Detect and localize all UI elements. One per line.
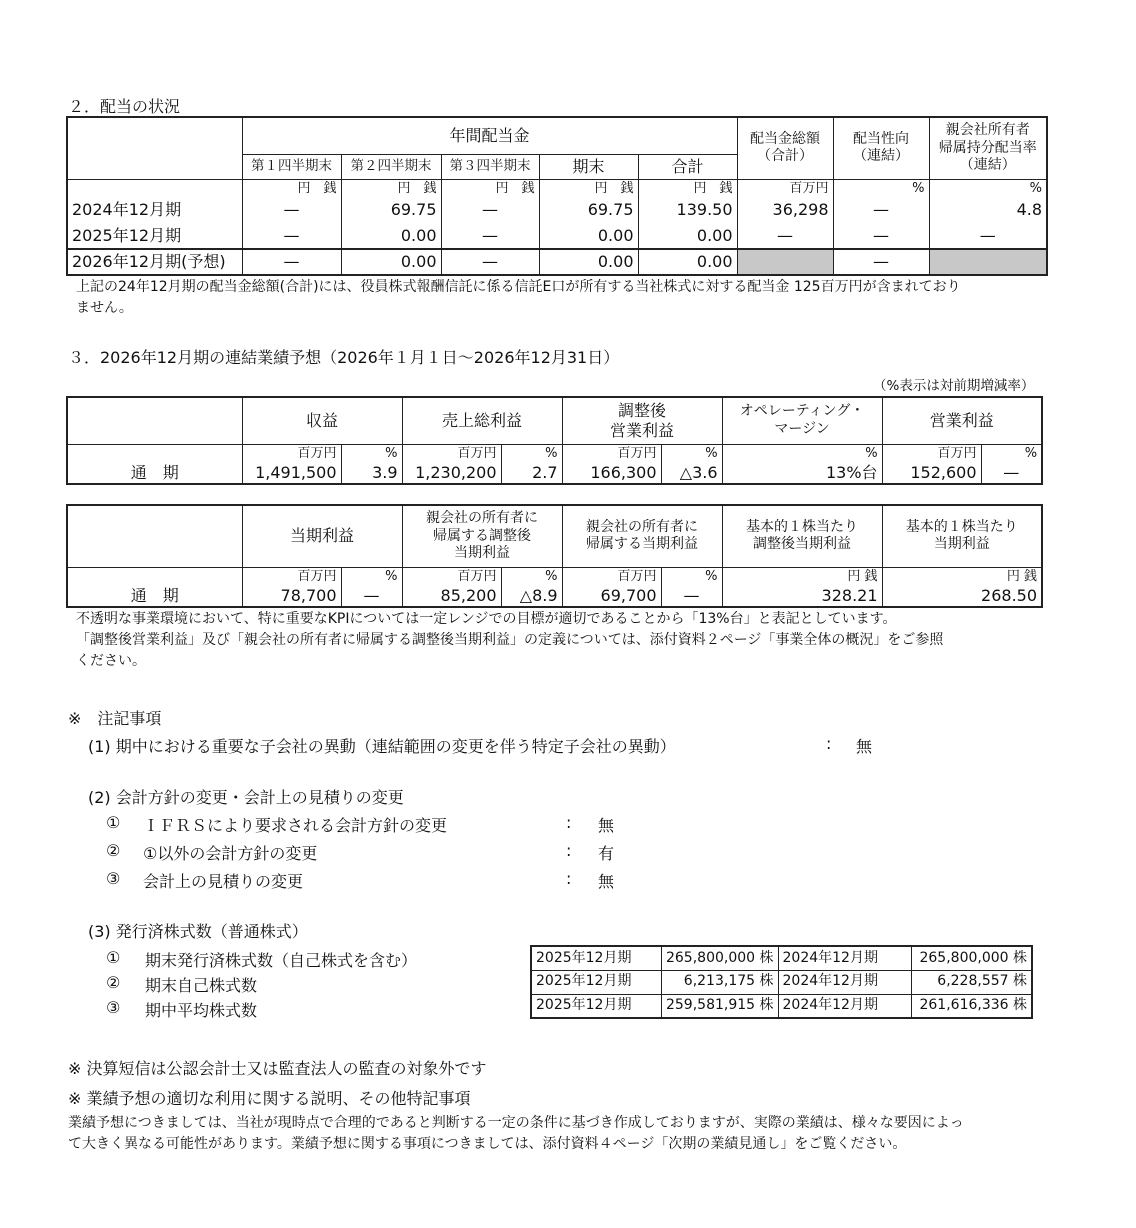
audit-note: ※ 決算短信は公認会計士又は監査法人の監査の対象外です xyxy=(68,1059,487,1078)
dividends-note: 上記の24年12月期の配当金総額(合計)には、役員株式報酬信託に係る信託E口が所有する当社株式に対する配当金 125百万円が含まれており ません。 xyxy=(76,279,961,316)
dividends-table xyxy=(66,116,1048,276)
column-header: 売上総利益 xyxy=(402,397,562,444)
sub-label: ①以外の会計方針の変更 xyxy=(143,844,318,863)
note-item-2-label: (2) 会計方針の変更・会計上の見積りの変更 xyxy=(88,788,404,807)
sub-number: ① xyxy=(106,813,121,832)
forecast-value: 1,230,200 xyxy=(402,462,501,484)
forecast-value: 166,300 xyxy=(562,462,661,484)
share-period: 2025年12月期 xyxy=(531,994,661,1018)
unit-label: 百万円 xyxy=(242,567,341,585)
share-count: 259,581,915 株 xyxy=(661,994,778,1018)
forecast-value: 69,700 xyxy=(562,585,661,607)
dividend-value: — xyxy=(833,197,929,223)
share-period: 2024年12月期 xyxy=(778,970,911,994)
dividend-value xyxy=(929,249,1047,275)
column-header: オペレーティング・ マージン xyxy=(722,397,882,444)
unit-label: 百万円 xyxy=(882,444,981,462)
unit-label: 百万円 xyxy=(562,444,661,462)
forecast-usage-title: ※ 業績予想の適切な利用に関する説明、その他特記事項 xyxy=(68,1089,471,1108)
q1-header: 第１四半期末 xyxy=(242,154,341,179)
share-count: 261,616,336 株 xyxy=(911,994,1032,1018)
dividends-title: ２．配当の状況 xyxy=(68,97,181,116)
unit-label: 百万円 xyxy=(242,444,341,462)
table-row xyxy=(67,567,1042,585)
share-count: 6,213,175 株 xyxy=(661,970,778,994)
dividend-value: — xyxy=(833,249,929,275)
forecast-notes xyxy=(76,609,943,672)
sub-number: ② xyxy=(106,841,121,860)
unit-label: % xyxy=(341,567,402,585)
q2-header: 第２四半期末 xyxy=(341,154,441,179)
table-row xyxy=(67,197,1047,223)
sub-value: 無 xyxy=(598,816,615,835)
unit-label: 円 銭 xyxy=(638,179,737,197)
forecast-title: ３．2026年12月期の連結業績予想（2026年１月１日～2026年12月31日） xyxy=(68,348,620,367)
dividend-value: — xyxy=(441,197,539,223)
unit-label: % xyxy=(833,179,929,197)
table-row xyxy=(67,179,1047,197)
row-label: 2024年12月期 xyxy=(67,197,242,223)
row-label: 2025年12月期 xyxy=(67,223,242,249)
unit-label: % xyxy=(981,444,1042,462)
dividend-value: 69.75 xyxy=(341,197,441,223)
dividend-value: 4.8 xyxy=(929,197,1047,223)
dividend-value: — xyxy=(242,249,341,275)
forecast-value: — xyxy=(661,585,722,607)
row-label-full-year: 通 期 xyxy=(67,444,242,484)
table-row xyxy=(67,397,1042,444)
unit-label: 円 銭 xyxy=(882,567,1042,585)
forecast-value: 268.50 xyxy=(882,585,1042,607)
sub-value: 無 xyxy=(598,872,615,891)
sub-label: 会計上の見積りの変更 xyxy=(143,872,304,891)
sub-label: 期中平均株式数 xyxy=(145,1001,258,1020)
dividend-value: — xyxy=(833,223,929,249)
sub-value: 有 xyxy=(598,844,615,863)
note-item-1-label: (1) 期中における重要な子会社の異動（連結範囲の変更を伴う特定子会社の異動） xyxy=(88,737,676,756)
unit-label: 百万円 xyxy=(737,179,833,197)
unit-label: % xyxy=(722,444,882,462)
total-amount-header: 配当金総額 （合計） xyxy=(737,117,833,179)
forecast-usage-text: 業績予想につきましては、当社が現時点で合理的であると判断する一定の条件に基づき作成しておりますが、実際の業績は、様々な要因によっ て大きく異なる可能性があります。業績予想に関する事項につきましては、添付資料４ページ「次期の業績見通し」をご覧ください。 xyxy=(68,1115,964,1152)
sub-label: 期末自己株式数 xyxy=(145,976,258,995)
unit-label: % xyxy=(929,179,1047,197)
annual-dividend-header: 年間配当金 xyxy=(242,117,737,154)
corner-cell xyxy=(67,397,242,444)
share-period: 2025年12月期 xyxy=(531,970,661,994)
shares-table xyxy=(530,945,1033,1019)
dividend-value: 139.50 xyxy=(638,197,737,223)
share-count: 6,228,557 株 xyxy=(911,970,1032,994)
column-header: 調整後 営業利益 xyxy=(562,397,722,444)
sub-number: ③ xyxy=(106,869,121,888)
ratio-header: 親会社所有者 帰属持分配当率 （連結） xyxy=(929,117,1047,179)
column-header: 親会社の所有者に 帰属する調整後 当期利益 xyxy=(402,505,562,567)
forecast-value: 3.9 xyxy=(341,462,402,484)
dividend-value: — xyxy=(737,223,833,249)
sub-label: 期末発行済株式数（自己株式を含む） xyxy=(145,951,418,970)
dividend-value: — xyxy=(242,223,341,249)
unit-label: % xyxy=(501,567,562,585)
forecast-value: 1,491,500 xyxy=(242,462,341,484)
q3-header: 第３四半期末 xyxy=(441,154,539,179)
unit-label: % xyxy=(661,567,722,585)
unit-label: 円 銭 xyxy=(722,567,882,585)
forecast-value: — xyxy=(981,462,1042,484)
dividend-value: — xyxy=(441,223,539,249)
forecast-table-2 xyxy=(66,504,1043,608)
forecast-note-line: ください。 xyxy=(76,653,146,669)
dividend-value: 0.00 xyxy=(638,249,737,275)
unit-label: 百万円 xyxy=(402,567,501,585)
sub-colon: : xyxy=(566,841,572,860)
forecast-note-line: 不透明な事業環境において、特に重要なKPIについては一定レンジでの目標が適切であることから「13%台」と表記としています。 xyxy=(76,611,897,627)
note-item-1-value: 無 xyxy=(856,737,873,756)
forecast-value: 152,600 xyxy=(882,462,981,484)
column-header: 当期利益 xyxy=(242,505,402,567)
unit-label: 円 銭 xyxy=(242,179,341,197)
dividend-value: 0.00 xyxy=(341,249,441,275)
row-label-cell xyxy=(67,179,242,197)
total-header: 合計 xyxy=(638,154,737,179)
table-row xyxy=(531,994,1032,1018)
forecast-note-right: （%表示は対前期増減率） xyxy=(873,378,1035,394)
payout-header: 配当性向 （連結） xyxy=(833,117,929,179)
corner-cell xyxy=(67,505,242,567)
share-period: 2024年12月期 xyxy=(778,946,911,970)
sub-colon: : xyxy=(566,869,572,888)
dividend-value: 0.00 xyxy=(341,223,441,249)
share-period: 2025年12月期 xyxy=(531,946,661,970)
forecast-value: 85,200 xyxy=(402,585,501,607)
share-period: 2024年12月期 xyxy=(778,994,911,1018)
dividend-value: — xyxy=(929,223,1047,249)
dividend-value: — xyxy=(441,249,539,275)
forecast-note-line: 「調整後営業利益」及び「親会社の所有者に帰属する調整後当期利益」の定義については、添付資料２ページ「事業全体の概況」をご参照 xyxy=(76,632,944,648)
dividend-value xyxy=(737,249,833,275)
unit-label: % xyxy=(341,444,402,462)
dividend-value: 0.00 xyxy=(539,223,638,249)
dividend-value: 36,298 xyxy=(737,197,833,223)
dividend-value: 0.00 xyxy=(539,249,638,275)
table-row xyxy=(67,223,1047,249)
notes-title: ※ 注記事項 xyxy=(68,709,162,728)
note-item-3-label: (3) 発行済株式数（普通株式） xyxy=(88,922,308,941)
column-header: 収益 xyxy=(242,397,402,444)
unit-label: % xyxy=(501,444,562,462)
share-count: 265,800,000 株 xyxy=(911,946,1032,970)
column-header: 親会社の所有者に 帰属する当期利益 xyxy=(562,505,722,567)
forecast-value: 13%台 xyxy=(722,462,882,484)
column-header: 基本的１株当たり 調整後当期利益 xyxy=(722,505,882,567)
share-count: 265,800,000 株 xyxy=(661,946,778,970)
dividend-value: — xyxy=(242,197,341,223)
forecast-value: — xyxy=(341,585,402,607)
forecast-value: 78,700 xyxy=(242,585,341,607)
forecast-table-1 xyxy=(66,396,1043,485)
year-end-header: 期末 xyxy=(539,154,638,179)
forecast-value: 328.21 xyxy=(722,585,882,607)
forecast-value: △8.9 xyxy=(501,585,562,607)
row-label: 2026年12月期(予想) xyxy=(67,249,242,275)
row-label-full-year: 通 期 xyxy=(67,567,242,607)
unit-label: 円 銭 xyxy=(539,179,638,197)
forecast-value: △3.6 xyxy=(661,462,722,484)
unit-label: 百万円 xyxy=(402,444,501,462)
sub-number: ① xyxy=(106,948,121,967)
table-row xyxy=(531,946,1032,970)
unit-label: 円 銭 xyxy=(441,179,539,197)
dividend-value: 69.75 xyxy=(539,197,638,223)
table-row xyxy=(531,970,1032,994)
dividend-value: 0.00 xyxy=(638,223,737,249)
forecast-value: 2.7 xyxy=(501,462,562,484)
sub-number: ③ xyxy=(106,998,121,1017)
sub-number: ② xyxy=(106,973,121,992)
column-header: 営業利益 xyxy=(882,397,1042,444)
sub-colon: : xyxy=(566,813,572,832)
table-row xyxy=(67,249,1047,275)
corner-cell xyxy=(67,117,242,179)
unit-label: 百万円 xyxy=(562,567,661,585)
table-row xyxy=(67,505,1042,567)
unit-label: 円 銭 xyxy=(341,179,441,197)
sub-label: ＩＦＲＳにより要求される会計方針の変更 xyxy=(143,816,448,835)
table-row xyxy=(67,444,1042,462)
unit-label: % xyxy=(661,444,722,462)
column-header: 基本的１株当たり 当期利益 xyxy=(882,505,1042,567)
note-item-1-colon: : xyxy=(826,734,832,753)
